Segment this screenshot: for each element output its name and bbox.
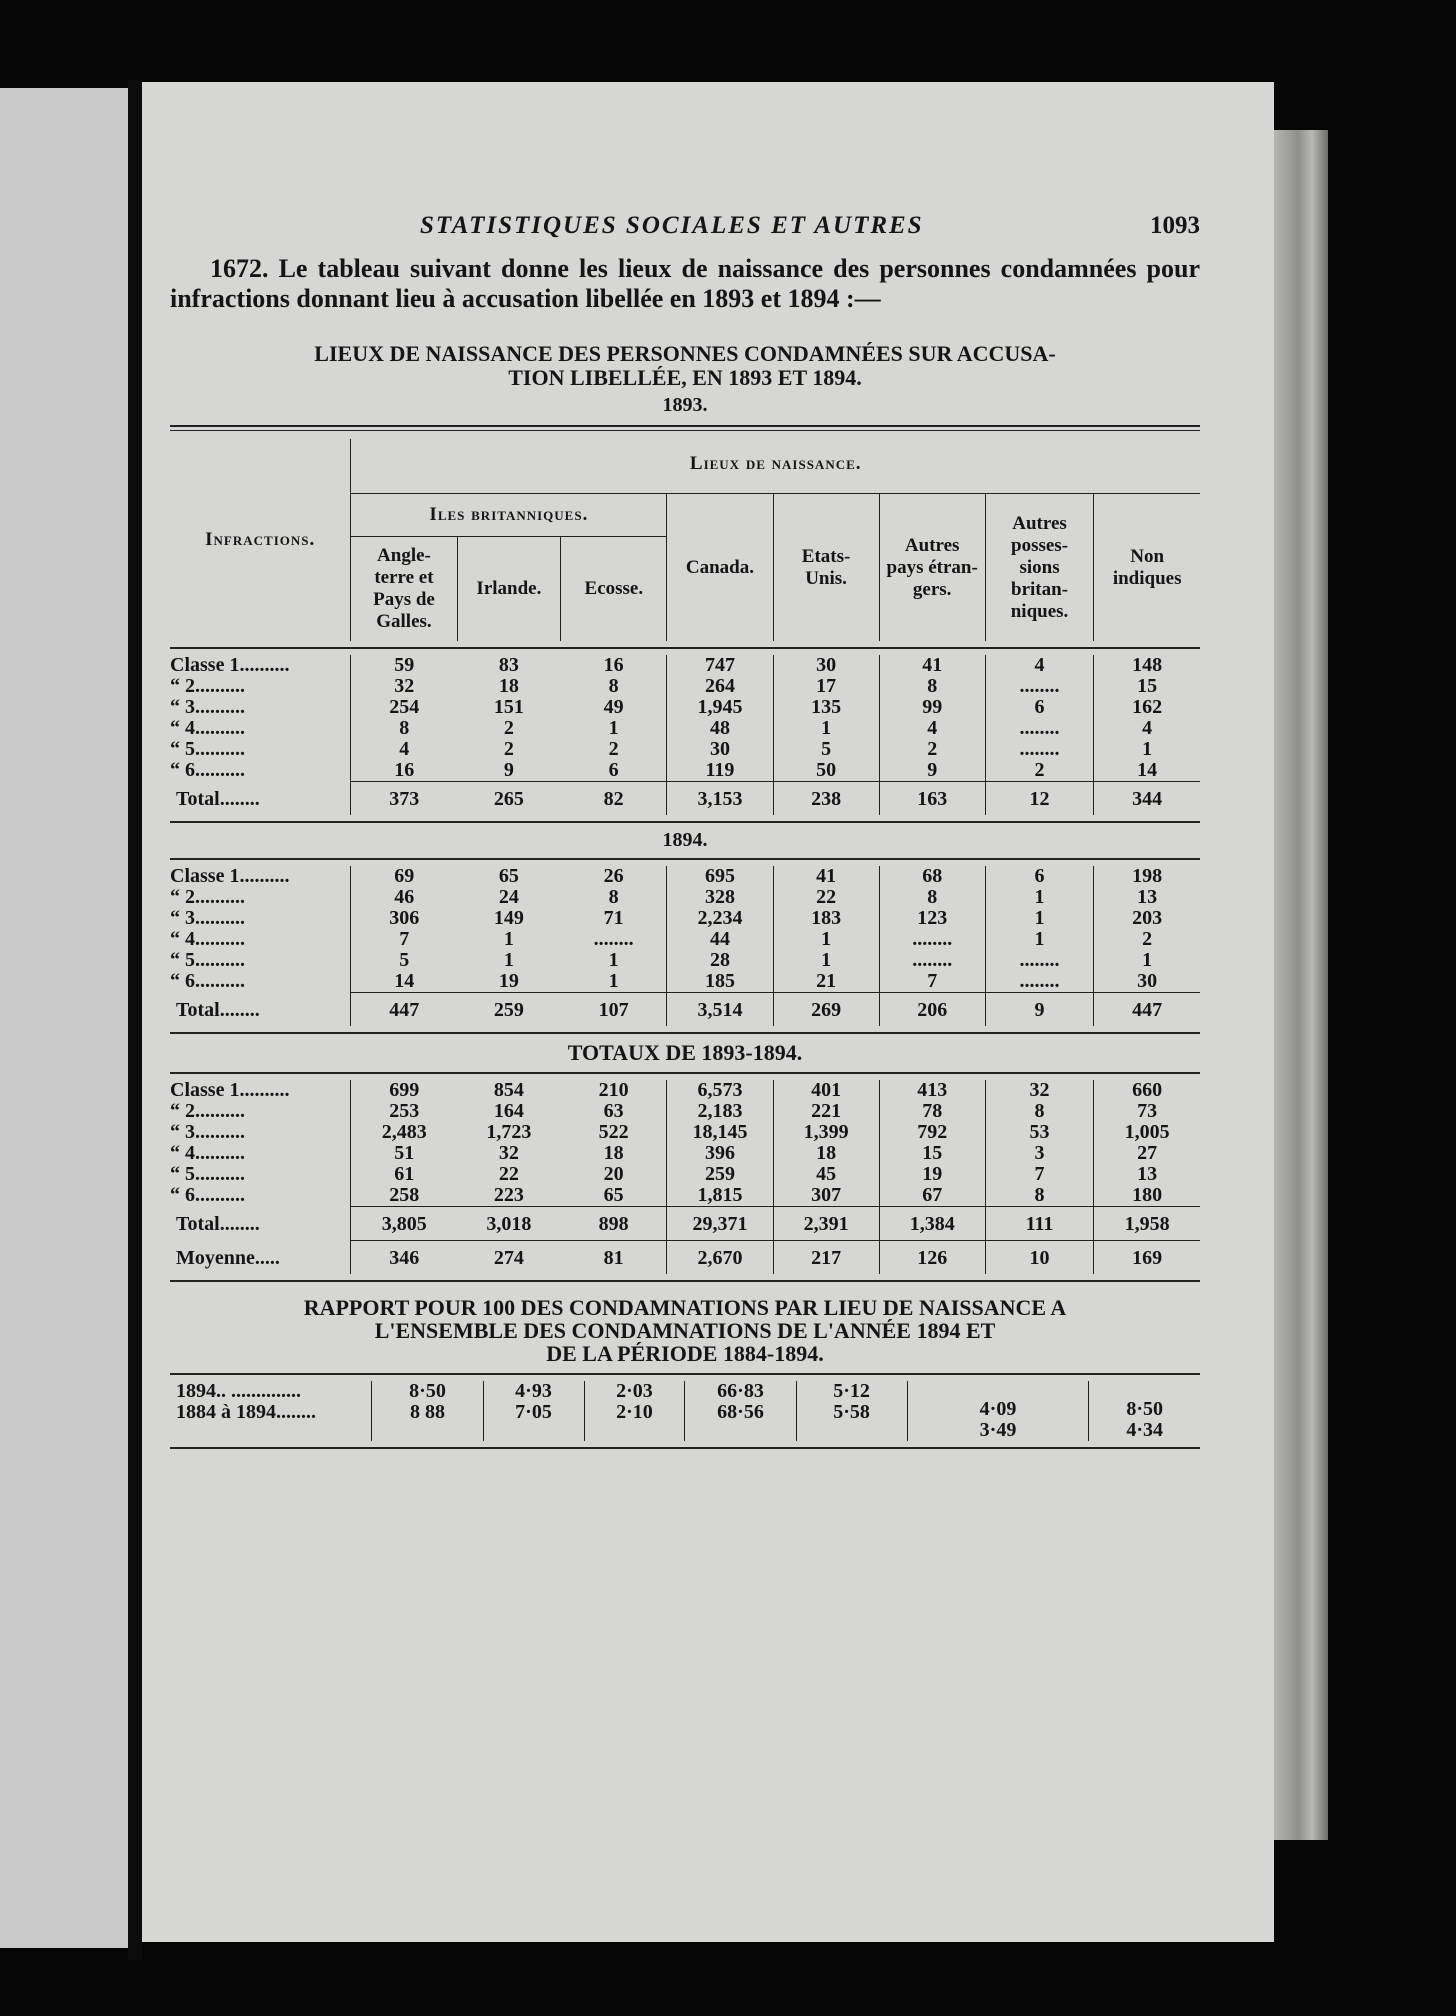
birthplace-table-header [170,439,1200,641]
cell: 9 [927,759,938,781]
cell: ........ [1019,675,1060,697]
col-canada [667,866,773,993]
cell: 22 [816,886,837,908]
page-edge-stack [1274,130,1328,1840]
total-cell: 2,391 [773,1207,879,1241]
running-title: STATISTIQUES SOCIALES ET AUTRES [420,212,924,239]
cell: 8 [1034,1184,1045,1206]
total-cell: 206 [879,993,985,1027]
col-canada [667,655,773,782]
intro-paragraph: 1672. Le tableau suivant donne les lieux de naissance des personnes condamnées pour infractions donnant lieu à accusation libellée en 1893 et 1894 :— [170,254,1200,313]
total-cell: 265 [457,782,561,816]
rapport-title-line-2: L'ENSEMBLE DES CONDAMNATIONS DE L'ANNÉE 1894 ET [374,1318,996,1343]
total-cell: 29,371 [667,1207,773,1241]
cell: ........ [912,928,953,950]
col-autres-pays [879,1080,985,1207]
col-header-etats-unis: Etats- Unis. [773,494,879,642]
cell: 8 [608,886,619,908]
cell: 183 [811,907,842,929]
cell: 68 [922,865,943,887]
col-irlande [457,1080,561,1207]
cell: 4 [1142,717,1153,739]
cell: 71 [603,907,624,929]
cell: 264 [704,675,735,697]
moyenne-cell: 346 [351,1241,457,1275]
cell: 18 [603,1142,624,1164]
cell: 15 [922,1142,943,1164]
cell: 6 [1034,865,1045,887]
cell: 18 [498,675,519,697]
cell: 162 [1132,696,1163,718]
cell: 401 [811,1079,842,1101]
cell: 1 [1034,907,1045,929]
cell: 2 [1034,759,1045,781]
running-head [170,212,1200,240]
cell: 203 [1132,907,1163,929]
cell: 67 [922,1184,943,1206]
rapport-col-ecosse [584,1381,685,1441]
lieux-header: Lieux de naissance. [351,439,1200,494]
cell: 1 [608,717,619,739]
cell: 30 [1137,970,1158,992]
cell: 19 [498,970,519,992]
cell: 5·58 [833,1401,870,1423]
moyenne-row [170,1241,1200,1275]
rule [170,1373,1200,1375]
cell: 6,573 [697,1079,743,1101]
page-number: 1093 [1150,212,1200,239]
cell: 2 [503,717,514,739]
row-label: Classe 1.......... [170,1079,290,1101]
cell: 747 [704,654,735,676]
cell: 221 [811,1100,842,1122]
cell: 27 [1137,1142,1158,1164]
cell: 2·10 [616,1401,653,1423]
col-non-indiques [1094,655,1200,782]
cell: 16 [394,759,415,781]
moyenne-label: Moyenne..... [176,1246,280,1269]
rule [170,1072,1200,1074]
total-cell: 1,384 [879,1207,985,1241]
col-angleterre [351,655,457,782]
total-cell: 898 [561,1207,667,1241]
row-label: “ 6.......... [170,759,245,781]
cell: 1 [608,949,619,971]
cell: 45 [816,1163,837,1185]
cell: 253 [389,1100,420,1122]
cell: ........ [593,928,634,950]
table-title-line-2: TION LIBELLÉE, EN 1893 ET 1894. [508,365,862,390]
facing-page-edge [0,88,128,1948]
cell: 413 [917,1079,948,1101]
rapport-title-line-3: DE LA PÉRIODE 1884-1894. [546,1341,824,1366]
cell: 306 [389,907,420,929]
col-irlande [457,866,561,993]
infractions-header: Infractions. [170,439,351,641]
cell: 7 [927,970,938,992]
rule [170,1447,1200,1449]
col-header-angleterre: Angle- terre et Pays de Galles. [351,537,457,642]
rapport-col-etats-unis [796,1381,907,1441]
cell: 26 [603,865,624,887]
moyenne-cell: 2,670 [667,1241,773,1275]
cell: 21 [816,970,837,992]
total-row-1894 [170,993,1200,1027]
col-non-indiques [1094,1080,1200,1207]
row-label: Classe 1.......... [170,865,290,887]
cell: 20 [603,1163,624,1185]
cell: 1,723 [486,1121,532,1143]
year-label-1893: 1893. [662,394,708,416]
row-labels-1894 [170,866,351,993]
cell: 2,234 [697,907,743,929]
cell: 2,183 [697,1100,743,1122]
col-header-autres-possessions: Autres posses- sions britan- niques. [985,494,1094,642]
row-label: “ 4.......... [170,717,245,739]
cell: 792 [917,1121,948,1143]
row-label: “ 5.......... [170,738,245,760]
cell: 1 [1142,949,1153,971]
cell: 30 [816,654,837,676]
cell: 660 [1132,1079,1163,1101]
row-label: “ 5.......... [170,1163,245,1185]
row-label: “ 2.......... [170,886,245,908]
cell: 1,815 [697,1184,743,1206]
cell: 1 [503,949,514,971]
cell: 4·09 [979,1398,1017,1420]
total-cell: 259 [457,993,561,1027]
cell: 14 [394,970,415,992]
total-row-1893 [170,782,1200,816]
table-title [190,342,1180,390]
block-1893 [170,655,1200,815]
col-header-irlande: Irlande. [457,537,561,642]
cell: 396 [704,1142,735,1164]
cell: 695 [704,865,735,887]
cell: 258 [389,1184,420,1206]
cell: 13 [1137,886,1158,908]
cell: 2,483 [381,1121,427,1143]
cell: 1 [608,970,619,992]
total-cell: 3,153 [667,782,773,816]
col-angleterre [351,866,457,993]
cell: 7·05 [515,1401,552,1423]
total-cell: 447 [1094,993,1200,1027]
cell: 2 [1142,928,1153,950]
row-label: “ 6.......... [170,970,245,992]
moyenne-cell: 169 [1094,1241,1200,1275]
rapport-col-angleterre [372,1381,483,1441]
col-etats-unis [773,655,879,782]
book-spine [128,80,142,1960]
cell: 19 [922,1163,943,1185]
row-label: “ 6.......... [170,1184,245,1206]
cell: 61 [394,1163,415,1185]
total-cell: 111 [985,1207,1094,1241]
cell: 699 [389,1079,420,1101]
cell: 2 [927,738,938,760]
total-cell: 12 [985,782,1094,816]
cell: 6 [1034,696,1045,718]
row-label: “ 5.......... [170,949,245,971]
double-rule [170,425,1200,431]
cell: 198 [1132,865,1163,887]
cell: 164 [493,1100,524,1122]
total-label: Total........ [176,1212,260,1235]
total-cell: 163 [879,782,985,816]
col-non-indiques [1094,866,1200,993]
cell: 8 [927,886,938,908]
cell: 123 [917,907,948,929]
total-cell: 1,958 [1094,1207,1200,1241]
cell: 8 [927,675,938,697]
col-autres-pays [879,866,985,993]
row-label: Classe 1.......... [170,654,290,676]
total-cell: 373 [351,782,457,816]
cell: 5·12 [833,1380,870,1402]
cell: 59 [394,654,415,676]
cell: 1 [821,717,832,739]
cell: 41 [922,654,943,676]
cell: 18,145 [692,1121,748,1143]
iles-britanniques-header: Iles britanniques. [351,494,667,537]
col-autres-possessions [985,655,1094,782]
col-canada [667,1080,773,1207]
cell: 69 [394,865,415,887]
cell: 8 [608,675,619,697]
cell: 4 [1034,654,1045,676]
cell: 254 [389,696,420,718]
cell: 65 [498,865,519,887]
cell: 4·34 [1126,1419,1164,1441]
cell: 6 [608,759,619,781]
cell: 307 [811,1184,842,1206]
cell: 24 [498,886,519,908]
col-ecosse [561,655,667,782]
cell: 854 [493,1079,524,1101]
row-label: “ 3.......... [170,1121,245,1143]
rapport-title [170,1296,1200,1365]
total-cell: 82 [561,782,667,816]
block-1894 [170,866,1200,1026]
col-header-non-indiques: Non indiques [1112,545,1182,589]
cell: 1 [821,949,832,971]
col-header-ecosse: Ecosse. [561,537,667,642]
cell: 1 [821,928,832,950]
rapport-label: 1894.. .............. [176,1380,301,1402]
col-header-canada: Canada. [667,494,773,642]
cell: 185 [704,970,735,992]
moyenne-cell: 274 [457,1241,561,1275]
row-label: “ 2.......... [170,675,245,697]
cell: 48 [709,717,730,739]
col-angleterre [351,1080,457,1207]
cell: 50 [816,759,837,781]
cell: ........ [1019,717,1060,739]
cell: 32 [1029,1079,1050,1101]
cell: 223 [493,1184,524,1206]
col-autres-possessions [985,866,1094,993]
cell: 44 [709,928,730,950]
cell: 5 [821,738,832,760]
table-title-line-1: LIEUX DE NAISSANCE DES PERSONNES CONDAMNÉES SUR ACCUSA- [314,341,1056,366]
moyenne-cell: 126 [879,1241,985,1275]
scanned-page [142,82,1274,1942]
rapport-col-canada [685,1381,796,1441]
total-cell: 9 [985,993,1094,1027]
cell: 1,005 [1124,1121,1170,1143]
cell: 8 88 [409,1401,445,1423]
cell: 32 [498,1142,519,1164]
total-cell: 3,805 [351,1207,457,1241]
total-cell: 238 [773,782,879,816]
cell: 14 [1137,759,1158,781]
cell: 2 [503,738,514,760]
cell: 5 [399,949,410,971]
cell: 151 [493,696,524,718]
row-label: “ 3.......... [170,907,245,929]
cell: 53 [1029,1121,1050,1143]
total-cell: 344 [1094,782,1200,816]
cell: 148 [1132,654,1163,676]
cell: 51 [394,1142,415,1164]
totaux-label: TOTAUX DE 1893-1894. [567,1040,803,1065]
cell: 99 [922,696,943,718]
row-labels-1893 [170,655,351,782]
cell: 63 [603,1100,624,1122]
rapport-label: 1884 à 1894........ [176,1401,316,1423]
cell: 2 [608,738,619,760]
moyenne-cell: 217 [773,1241,879,1275]
row-label: “ 4.......... [170,1142,245,1164]
cell: 13 [1137,1163,1158,1185]
cell: 32 [394,675,415,697]
cell: 7 [1034,1163,1045,1185]
cell: 65 [603,1184,624,1206]
total-cell: 3,514 [667,993,773,1027]
cell: 22 [498,1163,519,1185]
cell: 8 [1034,1100,1045,1122]
cell: 149 [493,907,524,929]
cell: ........ [1019,949,1060,971]
cell: 3·49 [979,1419,1017,1441]
year-label-1894: 1894. [662,829,708,851]
total-cell: 447 [351,993,457,1027]
rapport-table [170,1381,1200,1441]
col-irlande [457,655,561,782]
cell: 8 [399,717,410,739]
total-cell: 269 [773,993,879,1027]
cell: 1 [1034,886,1045,908]
col-autres-pays [879,655,985,782]
cell: 8·50 [409,1380,446,1402]
cell: 210 [598,1079,629,1101]
moyenne-cell: 10 [985,1241,1094,1275]
rapport-title-line-1: RAPPORT POUR 100 DES CONDAMNATIONS PAR LIEU DE NAISSANCE A [303,1295,1067,1320]
rapport-labels [170,1381,372,1441]
total-label: Total........ [176,787,260,810]
cell: 46 [394,886,415,908]
cell: 1 [1142,738,1153,760]
cell: 2·03 [616,1380,653,1402]
moyenne-cell: 81 [561,1241,667,1275]
col-etats-unis [773,866,879,993]
cell: 15 [1137,675,1158,697]
col-header-autres-pays: Autres pays étran- gers. [879,494,985,642]
rule [170,1280,1200,1282]
cell: 18 [816,1142,837,1164]
rule [170,1032,1200,1034]
cell: 41 [816,865,837,887]
total-cell: 3,018 [457,1207,561,1241]
cell: 135 [811,696,842,718]
cell: 7 [399,928,410,950]
cell: 4 [927,717,938,739]
rapport-col-irlande [483,1381,584,1441]
rapport-col-autres-pays [907,1381,1089,1441]
col-etats-unis [773,1080,879,1207]
cell: 30 [709,738,730,760]
cell: 8·50 [1126,1398,1164,1420]
rule [170,858,1200,860]
total-label: Total........ [176,998,260,1021]
cell: 180 [1132,1184,1163,1206]
cell: 66·83 [717,1380,764,1402]
total-cell: 107 [561,993,667,1027]
cell: 1,399 [803,1121,849,1143]
col-ecosse [561,866,667,993]
cell: 28 [709,949,730,971]
cell: 4 [399,738,410,760]
cell: 17 [816,675,837,697]
cell: 73 [1137,1100,1158,1122]
col-autres-possessions [985,1080,1094,1207]
rule [170,821,1200,823]
block-totaux [170,1080,1200,1274]
cell: ........ [1019,738,1060,760]
row-label: “ 3.......... [170,696,245,718]
cell: 119 [705,759,735,781]
cell: ........ [1019,970,1060,992]
cell: 1,945 [697,696,743,718]
rapport-col-non-indiques [1089,1381,1200,1441]
row-label: “ 2.......... [170,1100,245,1122]
page-content [170,212,1200,1455]
col-ecosse [561,1080,667,1207]
cell: 328 [704,886,735,908]
cell: 68·56 [717,1401,764,1423]
cell: 3 [1034,1142,1045,1164]
cell: 83 [498,654,519,676]
total-row-totaux [170,1207,1200,1241]
rule [170,647,1200,649]
row-labels-totaux [170,1080,351,1207]
cell: 259 [704,1163,735,1185]
cell: 4·93 [515,1380,552,1402]
cell: 522 [598,1121,629,1143]
cell: 78 [922,1100,943,1122]
cell: 16 [603,654,624,676]
cell: 9 [503,759,514,781]
cell: ........ [912,949,953,971]
row-label: “ 4.......... [170,928,245,950]
cell: 1 [1034,928,1045,950]
cell: 49 [603,696,624,718]
cell: 1 [503,928,514,950]
